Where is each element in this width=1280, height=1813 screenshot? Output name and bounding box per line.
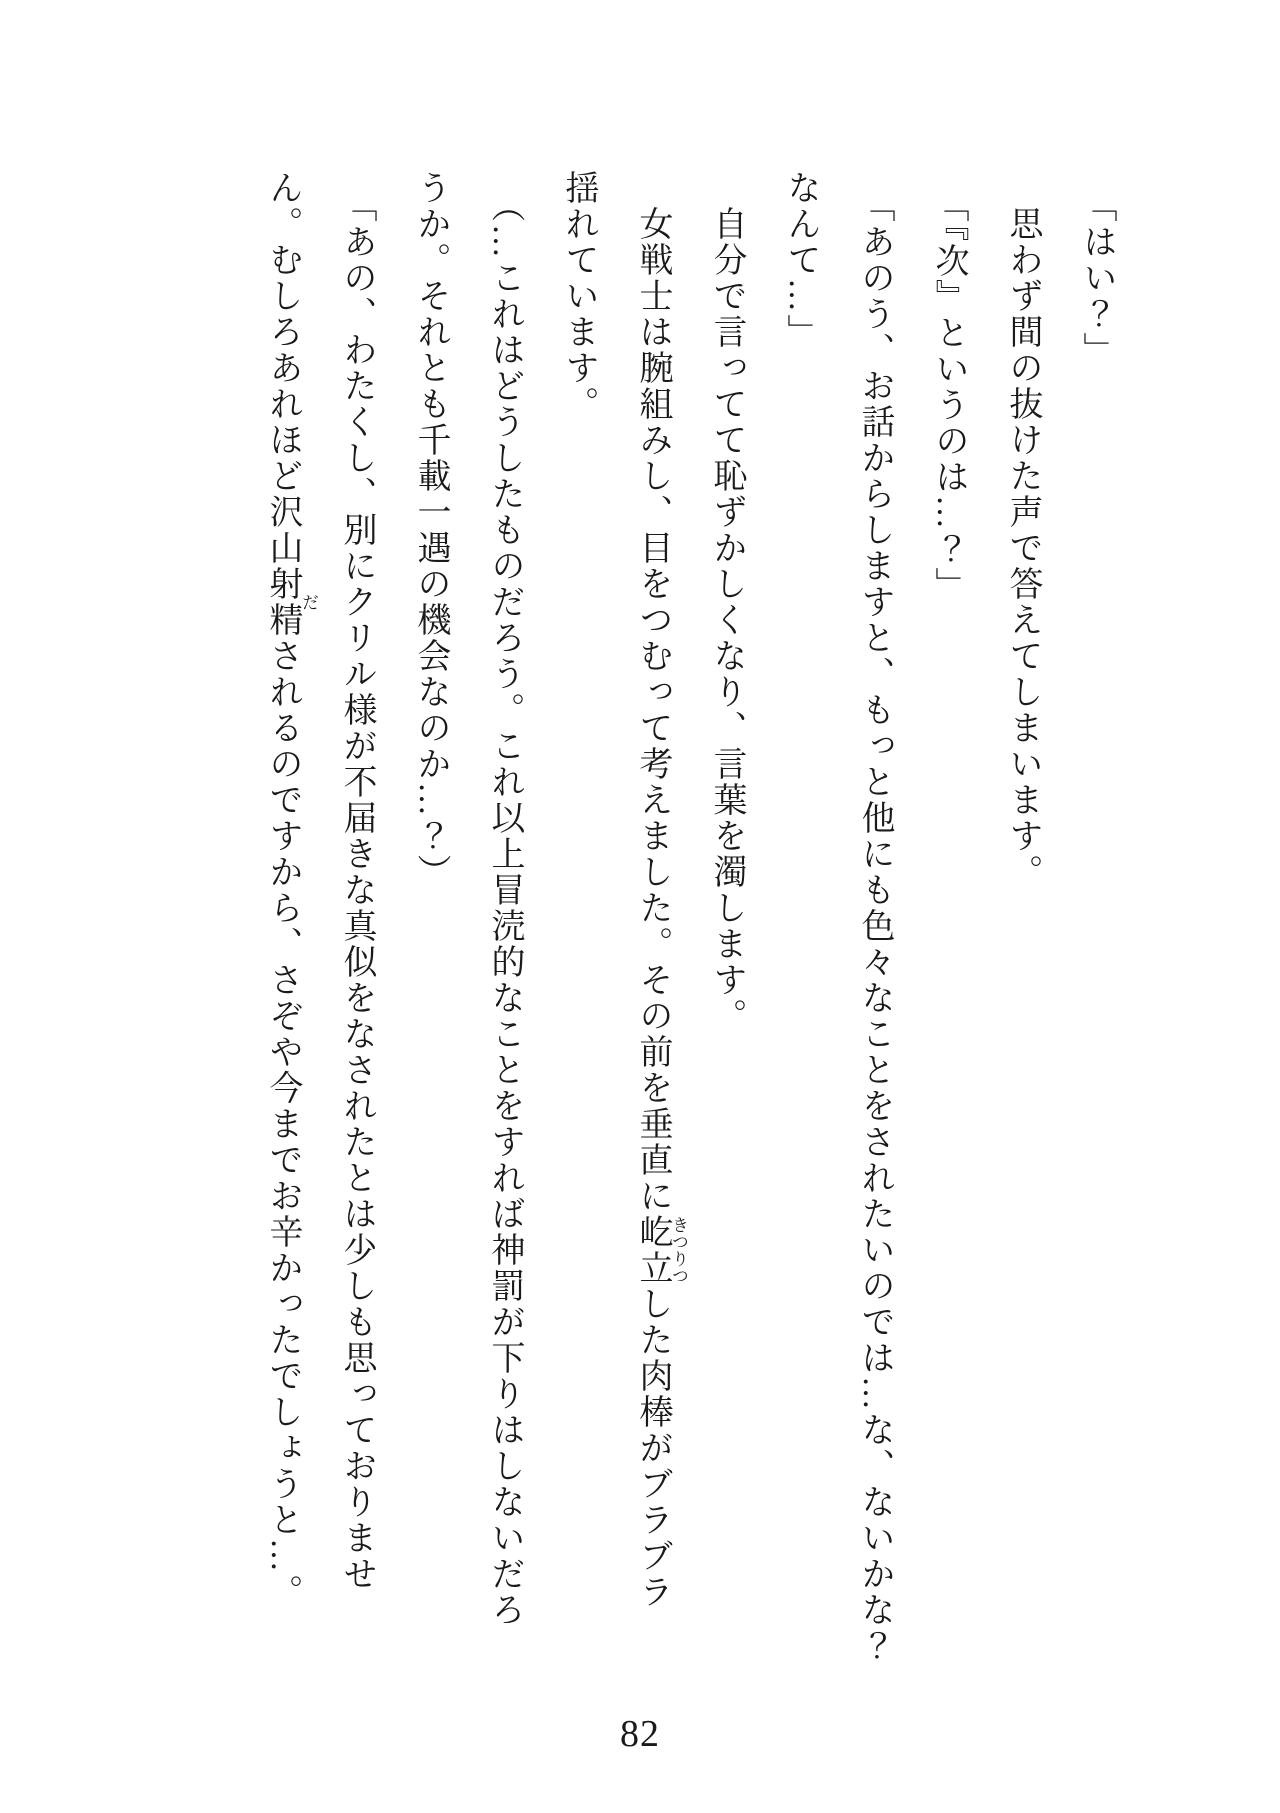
page-number: 82 <box>620 1713 660 1755</box>
text-column: 「『次』というのは…？」 <box>930 188 967 603</box>
furigana-annotated-word: 射精だ <box>264 566 318 638</box>
text-block <box>245 170 1133 1700</box>
text-column: 自分で言ってて恥ずかしくなり、言葉を濁します。 <box>708 206 745 1034</box>
text-column: （…これはどうしたものだろう。これ以上冒涜的なことをすれば神罰が下りはしないだろ <box>486 188 523 1628</box>
furigana-annotated-word: 屹立きつりつ <box>634 1214 688 1286</box>
text-column: 女戦士は腕組みし、目をつむって考えました。その前を垂直に屹立きつりつした肉棒がブラブラ <box>634 206 688 1610</box>
text-column: 揺れています。 <box>560 170 597 422</box>
text-column: ん。むしろあれほど沢山射精だされるのですから、さぞや今までお辛かったでしょうと…。 <box>264 170 318 1610</box>
text-column: なんて…」 <box>782 170 819 350</box>
text-column: 「はい？」 <box>1078 188 1115 368</box>
text-column: うか。それとも千載一遇の機会なのか…？） <box>412 170 449 890</box>
text-column: 「あのう、お話からしますと、もっと他にも色々なことをされたいのでは…な、ないかな？ <box>856 188 893 1664</box>
text-column: 思わず間の抜けた声で答えてしまいます。 <box>1004 206 1041 890</box>
text-column: 「あの、わたくし、別にクリル様が不届きな真似をなされたとは少しも思っておりませ <box>338 188 375 1592</box>
